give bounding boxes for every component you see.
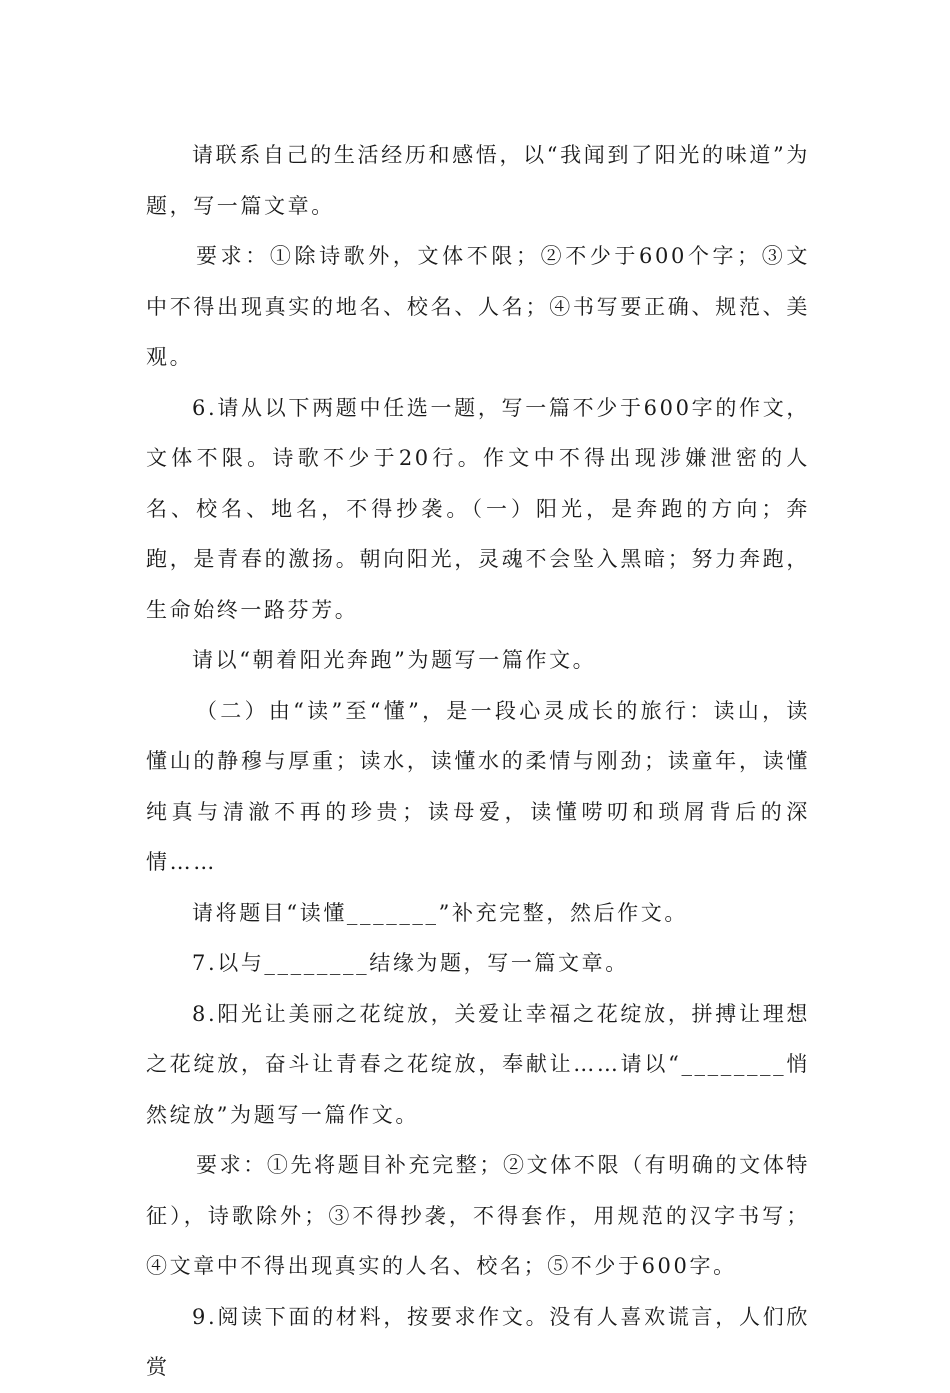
question-6-option-2-paragraph: （二）由“读”至“懂”，是一段心灵成长的旅行：读山，读懂山的静穆与厚重；读水，读懂水的柔情与刚劲；读童年，读懂纯真与清澈不再的珍贵；读母爱，读懂唠叨和琐屑背后的深情…… [146,698,810,874]
document-body [146,130,810,1393]
question-7-paragraph: 7.以与________结缘为题，写一篇文章。 [192,951,629,975]
question-6-option-1-title: 请以“朝着阳光奔跑”为题写一篇作文。 [192,648,597,672]
question-8-paragraph: 8.阳光让美丽之花绽放，关爱让幸福之花绽放，拼搏让理想之花绽放，奋斗让青春之花绽放，奉献让……请以“________悄然绽放”为题写一篇作文。 [146,1001,810,1127]
question-6-paragraph: 6.请从以下两题中任选一题，写一篇不少于600字的作文，文体不限。诗歌不少于20行。作文中不得出现涉嫌泄密的人名、校名、地名，不得抄袭。（一）阳光，是奔跑的方向；奔跑，是青春的激扬。朝向阳光，灵魂不会坠入黑暗；努力奔跑，生命始终一路芬芳。 [146,395,810,622]
question-6-option-2-title: 请将题目“读懂_______”补充完整，然后作文。 [192,900,688,925]
prompt-paragraph: 请联系自己的生活经历和感悟，以“我闻到了阳光的味道”为题，写一篇文章。 [146,143,810,218]
requirements-paragraph: 要求：①除诗歌外，文体不限；②不少于600个字；③文中不得出现真实的地名、校名、人名；④书写要正确、规范、美观。 [146,244,810,369]
question-9-paragraph: 9.阅读下面的材料，按要求作文。没有人喜欢谎言，人们欣赏 [146,1304,810,1379]
question-8-requirements: 要求：①先将题目补充完整；②文体不限（有明确的文体特征），诗歌除外；③不得抄袭，不得套作，用规范的汉字书写；④文章中不得出现真实的人名、校名；⑤不少于600字。 [146,1153,810,1278]
